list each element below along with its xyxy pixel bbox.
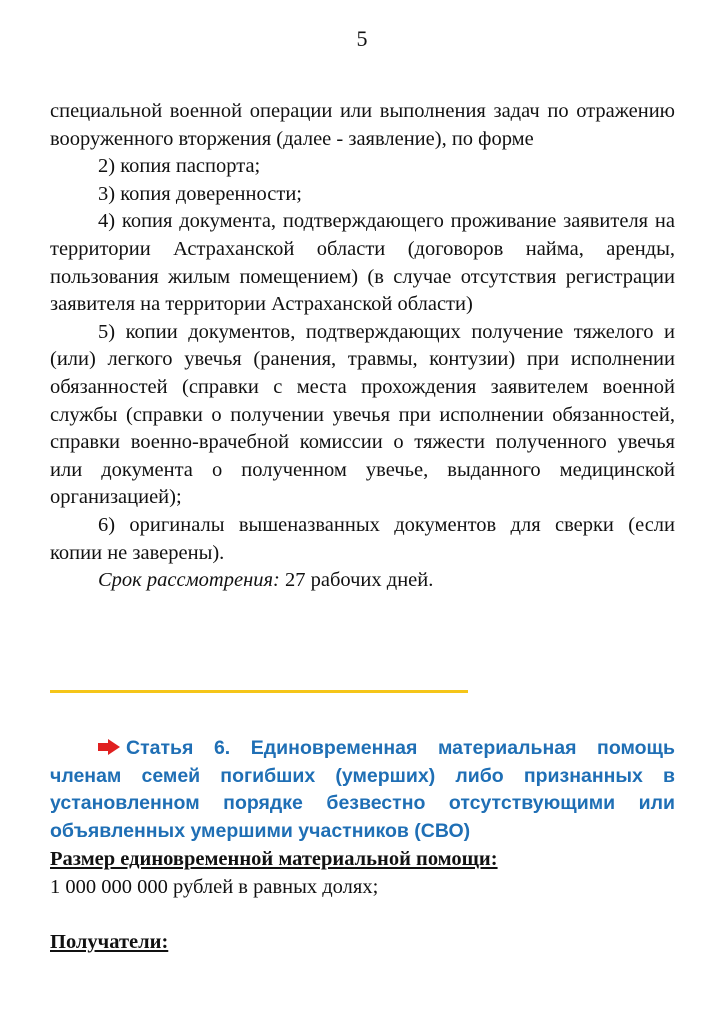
list-item-passport: 2) копия паспорта; — [98, 155, 261, 178]
page-number: 5 — [356, 26, 368, 51]
documents-list — [50, 98, 675, 595]
recipients-label: Получатели: — [50, 931, 169, 953]
list-item-injury-documents: 5) копии документов, подтверждающих получение тяжелого и (или) легкого увечья (ранения, травмы, контузии) при исполнении обязанностей (справки с места прохождения заявителем военной службы (справки о получении увечья при исполнении обязанностей, справки военно-врачебной комиссии о тяжести полученного увечья или документа о полученном увечье, выданного медицинской организацией); — [50, 320, 675, 509]
list-item-power-of-attorney: 3) копия доверенности; — [98, 182, 302, 205]
arrow-right-icon — [98, 739, 120, 755]
review-period-value: 27 рабочих дней. — [284, 569, 434, 592]
article-heading — [50, 735, 675, 845]
review-period — [50, 567, 675, 595]
aid-size-label: Размер единовременной материальной помощи: — [50, 848, 498, 870]
section-divider — [50, 690, 468, 693]
aid-size-block — [50, 846, 675, 901]
article-heading-text: Статья 6. Единовременная материальная помощь членам семей погибших (умерших) либо признанных в установленном порядке безвестно отсутствующими или объявленных умершими участников (СВО) — [50, 737, 675, 842]
list-item-originals: 6) оригиналы вышеназванных документов для сверки (если копии не заверены). — [50, 513, 675, 564]
recipients-block — [50, 929, 168, 957]
review-period-label: Срок рассмотрения: — [98, 569, 280, 592]
paragraph-continuation: специальной военной операции или выполнения задач по отражению вооруженного вторжения (далее - заявление), по форме — [50, 100, 675, 150]
aid-size-value: 1 000 000 000 рублей в равных долях; — [50, 875, 379, 898]
list-item-residence-document: 4) копия документа, подтверждающего проживание заявителя на территории Астраханской области (договоров найма, аренды, пользования жилым помещением) (в случае отсутствия регистрации заявителя на территории Астраханской области) — [50, 210, 675, 316]
